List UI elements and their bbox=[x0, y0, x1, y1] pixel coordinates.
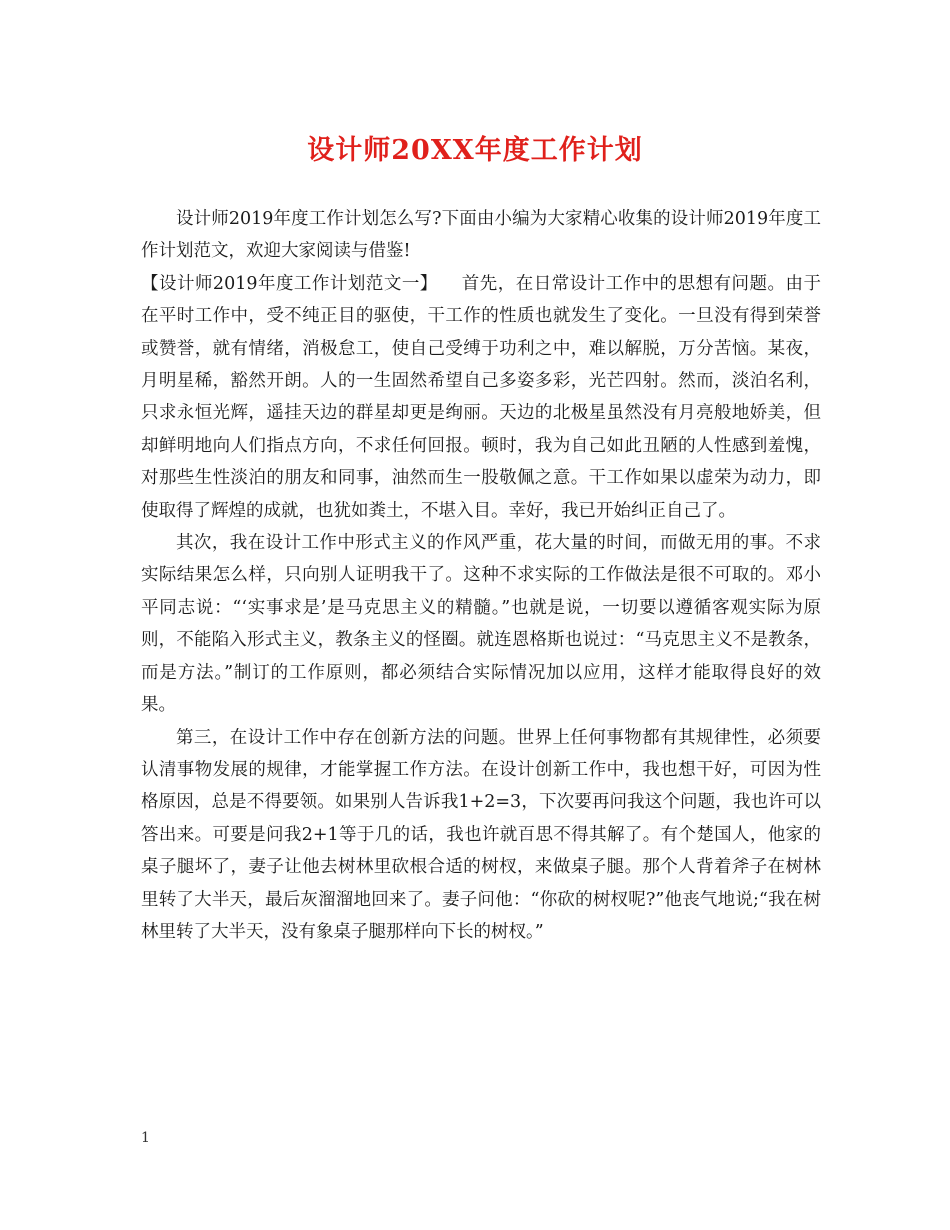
document-title: 设计师20XX年度工作计划 bbox=[307, 135, 643, 166]
paragraph-2: 其次，我在设计工作中形式主义的作风严重，花大量的时间，而做无用的事。不求实际结果怎么样，只向别人证明我干了。这种不求实际的工作做法是很不可取的。邓小平同志说：“‘实事求是’是马克思主义的精髓。”也就是说，一切要以遵循客观实际为原则，不能陷入形式主义，教条主义的怪圈。就连恩格斯也说过：“马克思主义不是教条，而是方法。”制订的工作原则，都必须结合实际情况加以应用，这样才能取得良好的效果。 bbox=[141, 533, 821, 716]
page-number: 1 bbox=[141, 1130, 150, 1146]
section-heading: 【设计师2019年度工作计划范文一】 bbox=[141, 273, 438, 294]
paragraph-1-text: 首先，在日常设计工作中的思想有问题。由于在平时工作中，受不纯正目的驱使，干工作的性质也就发生了变化。一旦没有得到荣誉或赞誉，就有情绪，消极怠工，使自己受缚于功利之中，难以解脱，万分苦恼。某夜，月明星稀，豁然开朗。人的一生固然希望自己多姿多彩，光芒四射。然而，淡泊名利，只求永恒光辉，遥挂天边的群星却更是绚丽。天边的北极星虽然没有月亮般地娇美，但却鲜明地向人们指点方向，不求任何回报。顿时，我为自己如此丑陋的人性感到羞愧，对那些生性淡泊的朋友和同事，油然而生一股敬佩之意。干工作如果以虚荣为动力，即使取得了辉煌的成就，也犹如粪土，不堪入目。幸好，我已开始纠正自己了。 bbox=[141, 273, 821, 521]
intro-paragraph: 设计师2019年度工作计划怎么写?下面由小编为大家精心收集的设计师2019年度工作计划范文，欢迎大家阅读与借鉴! bbox=[141, 209, 821, 262]
section-paragraph-1 bbox=[141, 268, 821, 527]
paragraph-3: 第三，在设计工作中存在创新方法的问题。世界上任何事物都有其规律性，必须要认清事物发展的规律，才能掌握工作方法。在设计创新工作中，我也想干好，可因为性格原因，总是不得要领。如果别人告诉我1+2=3，下次要再问我这个问题，我也许可以答出来。可要是问我2+1等于几的话，我也许就百思不得其解了。有个楚国人，他家的桌子腿坏了，妻子让他去树林里砍根合适的树杈，来做桌子腿。那个人背着斧子在树林里转了大半天，最后灰溜溜地回来了。妻子问他：“你砍的树杈呢?”他丧气地说;“我在树林里转了大半天，没有象桌子腿那样向下长的树杈。” bbox=[141, 727, 821, 942]
document-body bbox=[141, 203, 821, 948]
